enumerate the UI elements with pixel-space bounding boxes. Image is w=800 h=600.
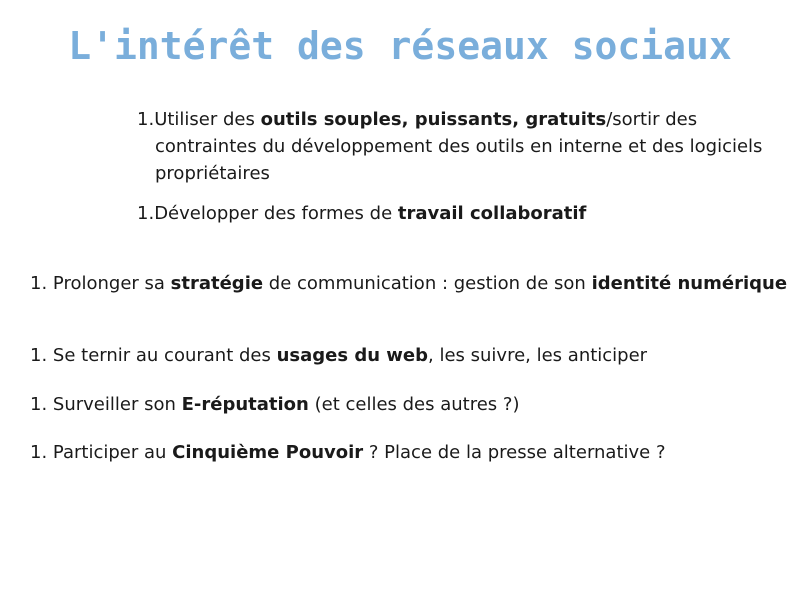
list-item: [137, 106, 787, 187]
list-item: [30, 342, 790, 369]
bold-run: E-réputation: [181, 394, 309, 415]
text-run: ? Place de la presse alternative ?: [363, 442, 666, 463]
list-item-text: [137, 106, 787, 187]
bold-run: stratégie: [170, 273, 264, 294]
list-item-text: [30, 391, 790, 418]
text-run: (et celles des autres ?): [308, 394, 520, 415]
list-item: [30, 270, 790, 297]
list-item-text: [137, 200, 787, 227]
list-item: [30, 391, 790, 418]
slide-title: L'intérêt des réseaux sociaux: [68, 24, 732, 68]
bold-run: outils souples, puissants, gratuits: [260, 109, 607, 130]
text-run: Prolonger sa: [52, 273, 171, 294]
list-item-number: 1.: [30, 273, 48, 294]
text-run: Développer des formes de: [154, 203, 398, 224]
list-item: [137, 200, 787, 227]
list-item-number: 1.: [30, 345, 48, 366]
list-item-number: 1.: [137, 203, 155, 224]
text-run: Participer au: [52, 442, 173, 463]
list-item-number: 1.: [30, 442, 48, 463]
bold-run: travail collaboratif: [397, 203, 587, 224]
list-item-text: [30, 342, 790, 369]
bold-run: usages du web: [276, 345, 429, 366]
bold-run: identité numérique: [591, 273, 788, 294]
text-run: Se ternir au courant des: [52, 345, 277, 366]
text-run: Surveiller son: [52, 394, 182, 415]
list-item-number: 1.: [30, 394, 48, 415]
list-item: [30, 439, 790, 466]
list-item-text: [30, 439, 790, 466]
bold-run: Cinquième Pouvoir: [172, 442, 364, 463]
text-run: , les suivre, les anticiper: [428, 345, 648, 366]
list-item-number: 1.: [137, 109, 155, 130]
text-run: Utiliser des: [154, 109, 261, 130]
text-run: /sortir des contraintes du développement des outils en interne et des logiciels propriétaires: [155, 109, 763, 184]
list-item-text: [30, 270, 790, 297]
text-run: de communication : gestion de son: [263, 273, 592, 294]
